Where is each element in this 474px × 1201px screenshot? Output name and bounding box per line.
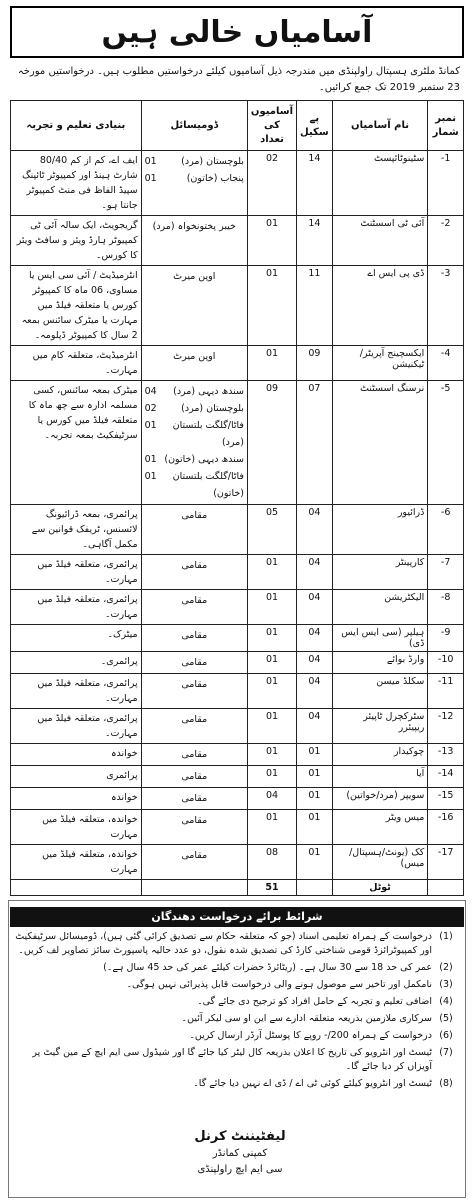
table-row [11, 744, 464, 766]
row-qualification: خواندہ، متعلقہ فیلڈ میں مہارت [11, 845, 142, 880]
domicile-count: 01 [144, 420, 157, 431]
intro-text: کمانڈ ملٹری ہسپتال راولپنڈی میں مندرجہ ذیل آسامیوں کیلئے درخواستیں مطلوب ہیں۔ درخواستیں مورخہ 23 ستمبر 2019 تک جمع کرائیں۔ [17, 66, 460, 93]
row-number: 2- [428, 216, 464, 266]
total-label: ٹوٹل [332, 880, 428, 896]
row-domicile [141, 674, 247, 709]
table-row [11, 788, 464, 810]
condition-item [14, 995, 460, 1009]
row-post: نرسنگ اسسٹنٹ [332, 381, 428, 505]
row-number: 3- [428, 266, 464, 346]
conditions-title: شرائط برائے درخواست دھندگان [10, 907, 464, 927]
row-scale: 04 [297, 709, 333, 744]
row-count: 01 [247, 555, 296, 590]
row-domicile [141, 505, 247, 555]
row-count: 01 [247, 652, 296, 674]
domicile-line [145, 348, 244, 365]
domicile-line [145, 768, 244, 785]
row-domicile [141, 590, 247, 625]
domicile-region: پنجاب (خاتون) [186, 173, 244, 184]
row-qualification: پرائمری، بمعہ ڈرائیونگ لائسنس، ٹریفک قوانین سے مکمل آگاہی۔ [11, 505, 142, 555]
row-post: آیا [332, 766, 428, 788]
domicile-line [145, 383, 244, 400]
row-qualification: ایف اے، کم از کم 80/40 شارٹ ہینڈ اور کمپیوٹر ٹائپنگ سپیڈ الفاظ فی منٹ کمپیوٹر جانتا ہو۔ [11, 151, 142, 216]
domicile-region: بلوچستان (مرد) [181, 156, 244, 167]
domicile-region: خیبر پختونخواہ (مرد) [152, 221, 236, 232]
row-scale: 14 [297, 216, 333, 266]
table-row [11, 810, 464, 845]
row-domicile [141, 346, 247, 381]
row-post: ڈرائیور [332, 505, 428, 555]
domicile-count: 04 [144, 386, 157, 397]
row-domicile [141, 555, 247, 590]
row-count: 01 [247, 744, 296, 766]
row-post: ڈی پی ایس اے [332, 266, 428, 346]
row-domicile [141, 625, 247, 652]
row-scale: 01 [297, 788, 333, 810]
table-header-row [11, 101, 464, 151]
row-post: ایکسچینج آپریٹر/ٹیکنیشن [332, 346, 428, 381]
row-qualification: میٹرک۔ [11, 625, 142, 652]
row-scale: 01 [297, 744, 333, 766]
condition-number: (8) [439, 1078, 453, 1089]
domicile-region: سندھ دیہی (خاتون) [164, 454, 244, 465]
signature-rank: لیفٹیننٹ کرنل [194, 1129, 286, 1144]
row-count: 09 [247, 381, 296, 505]
row-qualification: پرائمری، متعلقہ فیلڈ میں مہارت۔ [11, 590, 142, 625]
row-scale: 01 [297, 766, 333, 788]
row-post: سویپر (مرد/خواتین) [332, 788, 428, 810]
vacancies-table [10, 100, 464, 896]
domicile-line [145, 218, 244, 235]
row-count: 02 [247, 151, 296, 216]
row-qualification: پرائمری، متعلقہ فیلڈ میں مہارت۔ [11, 555, 142, 590]
condition-number: (4) [439, 996, 453, 1007]
domicile-region: اوپن میرٹ [173, 271, 216, 282]
table-row [11, 216, 464, 266]
row-count: 01 [247, 766, 296, 788]
row-domicile [141, 709, 247, 744]
row-scale: 04 [297, 674, 333, 709]
table-row [11, 766, 464, 788]
domicile-line [145, 557, 244, 574]
signature-block [140, 1128, 340, 1178]
condition-number: (6) [439, 1030, 453, 1041]
table-row [11, 266, 464, 346]
domicile-count: 01 [144, 156, 157, 167]
row-number: 16- [428, 810, 464, 845]
domicile-region: مقامی [181, 850, 208, 861]
row-count: 01 [247, 810, 296, 845]
condition-text: نامکمل اور تاخیر سے موصول ہونے والی درخواست قابل پذیرائی نہیں ہوگی۔ [126, 979, 432, 990]
domicile-region: مقامی [181, 630, 208, 641]
domicile-line [145, 400, 244, 417]
condition-text: ٹیسٹ اور انٹرویو کی تاریخ کا اعلان بذریعہ کال لیٹر کیا جائے گا اور شیڈول سی ایم ایچ کے مین گیٹ پر آویزاں کر دیا جائے گا۔ [32, 1047, 432, 1072]
condition-item [14, 930, 460, 958]
row-count: 01 [247, 709, 296, 744]
domicile-line [145, 268, 244, 285]
domicile-region: فاٹا/گلگت بلتستان (خاتون) [172, 471, 244, 499]
row-count: 01 [247, 266, 296, 346]
row-domicile [141, 766, 247, 788]
row-number: 12- [428, 709, 464, 744]
header-scale: پے سکیل [297, 101, 333, 151]
condition-text: ٹیسٹ اور انٹرویو کیلئے کوئی ٹی اے / ڈی اے نہیں دیا جائے گا۔ [193, 1078, 432, 1089]
row-scale: 11 [297, 266, 333, 346]
row-number: 5- [428, 381, 464, 505]
domicile-line [145, 812, 244, 829]
domicile-region: مقامی [181, 771, 208, 782]
row-post: کک (یونٹ/ہسپتال/میس) [332, 845, 428, 880]
total-value: 51 [247, 880, 296, 896]
condition-text: سرکاری ملازمین بذریعہ متعلقہ ادارے سے این او سی لیکر آئیں۔ [181, 1013, 432, 1024]
row-domicile [141, 266, 247, 346]
row-post: کارپینٹر [332, 555, 428, 590]
row-number: 11- [428, 674, 464, 709]
row-qualification: پرائمری، متعلقہ فیلڈ میں مہارت۔ [11, 709, 142, 744]
row-count: 08 [247, 845, 296, 880]
row-post: میس ویٹر [332, 810, 428, 845]
signature-unit: سی ایم ایچ راولپنڈی [197, 1164, 283, 1175]
table-row [11, 346, 464, 381]
domicile-region: مقامی [181, 793, 208, 804]
header-qualification: بنیادی تعلیم و تجربہ [11, 101, 142, 151]
row-number: 17- [428, 845, 464, 880]
row-post: الیکٹریشن [332, 590, 428, 625]
domicile-line [145, 746, 244, 763]
row-scale: 04 [297, 555, 333, 590]
row-qualification: پرائمری [11, 766, 142, 788]
domicile-line [145, 627, 244, 644]
row-domicile [141, 810, 247, 845]
conditions-list [14, 930, 460, 1094]
title-text: آسامیاں خالی ہیں [101, 14, 373, 50]
row-scale: 14 [297, 151, 333, 216]
row-count: 04 [247, 788, 296, 810]
condition-item [14, 961, 460, 975]
domicile-line [145, 654, 244, 671]
row-qualification: پرائمری، متعلقہ فیلڈ میں مہارت۔ [11, 674, 142, 709]
row-number: 9- [428, 625, 464, 652]
row-domicile [141, 381, 247, 505]
row-scale: 01 [297, 845, 333, 880]
header-no: نمبر شمار [428, 101, 464, 151]
table-row [11, 709, 464, 744]
domicile-line [145, 592, 244, 609]
row-number: 10- [428, 652, 464, 674]
domicile-line [145, 507, 244, 524]
domicile-region: فاٹا/گلگت بلتستان (مرد) [172, 420, 244, 448]
domicile-count: 01 [144, 454, 157, 465]
row-post: سٹرکچرل ٹاپیئر ریپیئرر [332, 709, 428, 744]
row-domicile [141, 151, 247, 216]
row-domicile [141, 652, 247, 674]
table-row [11, 505, 464, 555]
row-scale: 07 [297, 381, 333, 505]
domicile-region: مقامی [181, 714, 208, 725]
row-number: 15- [428, 788, 464, 810]
condition-text: درخواست کے ہمراہ تعلیمی اسناد (جو کہ متعلقہ حکام سے تصدیق کرائی گئی ہیں)، ڈومیسائل سرٹیفکیٹ اور کمپیوٹرائزڈ قومی شناختی کارڈ کی تصدیق شدہ نقول، دو عدد حالیہ پاسپورٹ سائز تصاویر لف کریں۔ [15, 931, 432, 956]
row-count: 05 [247, 505, 296, 555]
row-count: 01 [247, 625, 296, 652]
table-row [11, 151, 464, 216]
row-qualification: انٹرمیڈیٹ / آئی سی ایس یا مساوی، 06 ماہ کا کمپیوٹر کورس یا متعلقہ فیلڈ میں مہارت یا میٹرک سائنس بمعہ 2 سال کا کمپیوٹر ڈپلومہ۔ [11, 266, 142, 346]
condition-text: درخواست کے ہمراہ 200/- روپے کا پوسٹل آرڈر ارسال کریں۔ [189, 1030, 432, 1041]
domicile-count: 01 [144, 471, 157, 482]
condition-number: (5) [439, 1013, 453, 1024]
domicile-region: مقامی [181, 595, 208, 606]
domicile-count: 02 [144, 403, 157, 414]
domicile-line [145, 847, 244, 864]
page-title [10, 6, 464, 58]
row-qualification: خواندہ [11, 744, 142, 766]
domicile-line [145, 676, 244, 693]
row-post: آئی ٹی اسسٹنٹ [332, 216, 428, 266]
row-count: 01 [247, 216, 296, 266]
domicile-region: مقامی [181, 510, 208, 521]
domicile-region: مقامی [181, 657, 208, 668]
condition-item [14, 1046, 460, 1074]
domicile-line [145, 790, 244, 807]
row-number: 7- [428, 555, 464, 590]
row-qualification: گریجویٹ، ایک سالہ آئی ٹی کمپیوٹر ہارڈ ویئر و سافٹ ویئر کا کورس۔ [11, 216, 142, 266]
row-count: 01 [247, 346, 296, 381]
domicile-region: مقامی [181, 749, 208, 760]
row-count: 01 [247, 674, 296, 709]
domicile-line [145, 170, 244, 187]
condition-text: اضافی تعلیم و تجربہ کے حامل افراد کو ترجیح دی جائے گی۔ [197, 996, 432, 1007]
table-row [11, 845, 464, 880]
row-scale: 09 [297, 346, 333, 381]
row-qualification: انٹرمیڈیٹ، متعلقہ کام میں مہارت۔ [11, 346, 142, 381]
row-domicile [141, 788, 247, 810]
header-domicile: ڈومیسائل [141, 101, 247, 151]
condition-number: (1) [439, 931, 453, 942]
row-post: چوکیدار [332, 744, 428, 766]
domicile-line [145, 711, 244, 728]
row-post: ہیلپر (سی ایس ایس ڈی) [332, 625, 428, 652]
domicile-line [145, 417, 244, 451]
domicile-region: مقامی [181, 560, 208, 571]
domicile-line [145, 451, 244, 468]
row-number: 14- [428, 766, 464, 788]
total-row [11, 880, 464, 896]
domicile-line [145, 153, 244, 170]
condition-item [14, 1077, 460, 1091]
table-row [11, 590, 464, 625]
row-number: 13- [428, 744, 464, 766]
row-domicile [141, 216, 247, 266]
signature-title: کمپنی کمانڈر [212, 1148, 268, 1159]
row-domicile [141, 845, 247, 880]
domicile-region: سندھ دیہی (مرد) [173, 386, 244, 397]
table-row [11, 625, 464, 652]
condition-item [14, 1012, 460, 1026]
row-scale: 04 [297, 590, 333, 625]
table-row [11, 652, 464, 674]
domicile-region: اوپن میرٹ [173, 351, 216, 362]
row-number: 6- [428, 505, 464, 555]
row-post: سکلڈ میسن [332, 674, 428, 709]
condition-number: (7) [439, 1047, 453, 1058]
domicile-region: بلوچستان (مرد) [181, 403, 244, 414]
table-row [11, 381, 464, 505]
row-scale: 04 [297, 505, 333, 555]
row-scale: 04 [297, 625, 333, 652]
table-row [11, 674, 464, 709]
row-number: 1- [428, 151, 464, 216]
row-post: وارڈ بوائے [332, 652, 428, 674]
domicile-region: مقامی [181, 815, 208, 826]
row-qualification: میٹرک بمعہ سائنس، کسی مسلمہ ادارہ سے چھ ماہ کا متعلقہ فیلڈ میں کورس یا سرٹیفکیٹ بمعہ تجربہ۔ [11, 381, 142, 505]
row-number: 4- [428, 346, 464, 381]
condition-item [14, 1029, 460, 1043]
domicile-count: 01 [144, 173, 157, 184]
row-qualification: پرائمری۔ [11, 652, 142, 674]
domicile-region: مقامی [181, 679, 208, 690]
row-scale: 04 [297, 652, 333, 674]
row-domicile [141, 744, 247, 766]
row-count: 01 [247, 590, 296, 625]
condition-item [14, 978, 460, 992]
table-row [11, 555, 464, 590]
row-qualification: خواندہ [11, 788, 142, 810]
row-number: 8- [428, 590, 464, 625]
row-qualification: خواندہ، متعلقہ فیلڈ میں مہارت [11, 810, 142, 845]
header-post: نام آسامیاں [332, 101, 428, 151]
condition-number: (2) [439, 962, 453, 973]
condition-number: (3) [439, 979, 453, 990]
condition-text: عمر کی حد 18 سے 30 سال ہے۔ (ریٹائرڈ حضرات کیلئے عمر کی حد 45 سال ہے۔) [103, 962, 432, 973]
row-post: سٹینوٹائپسٹ [332, 151, 428, 216]
header-count: آسامیوں کی تعداد [247, 101, 296, 151]
row-scale: 01 [297, 810, 333, 845]
domicile-line [145, 468, 244, 502]
